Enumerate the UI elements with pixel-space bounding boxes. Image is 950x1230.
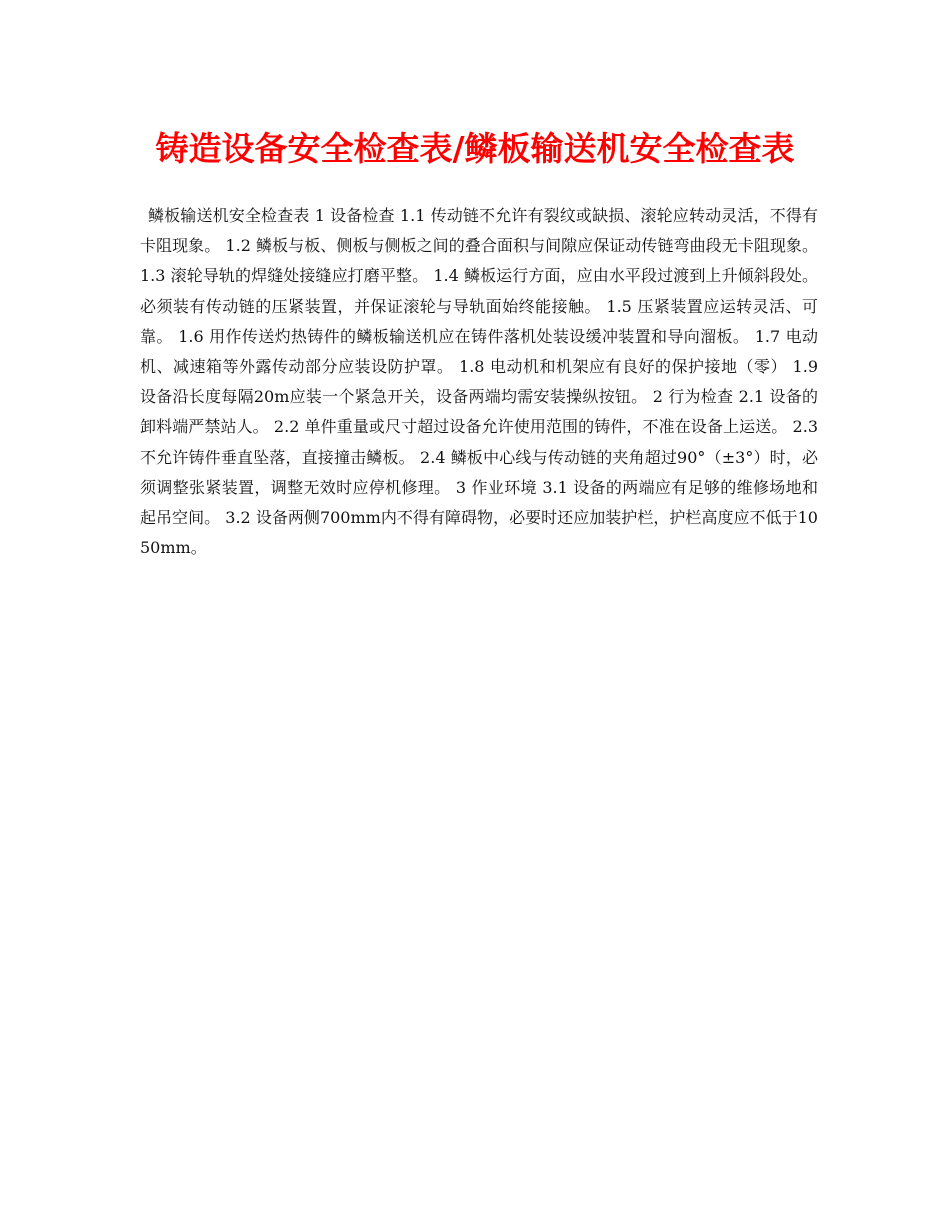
document-body-text: 鳞板输送机安全检查表 1 设备检查 1.1 传动链不允许有裂纹或缺损、滚轮应转动灵活，不得有卡阻现象。 1.2 鳞板与板、侧板与侧板之间的叠合面积与间隙应保证动传链弯曲段无卡阻现象。 1.3 滚轮导轨的焊缝处接缝应打磨平整。 1.4 鳞板运行方面，应由水平段过渡到上升倾斜段处。必须装有传动链的压紧装置，并保证滚轮与导轨面始终能接触。 1.5 压紧装置应运转灵活、可靠。 1.6 用作传送灼热铸件的鳞板输送机应在铸件落机处装设缓冲装置和导向溜板。 1.7 电动机、减速箱等外露传动部分应装设防护罩。 1.8 电动机和机架应有良好的保护接地（零） 1.9 设备沿长度每隔20m应装一个紧急开关，设备两端均需安装操纵按钮。 2 行为检查 2.1 设备的卸料端严禁站人。 2.2 单件重量或尺寸超过设备允许使用范围的铸件，不准在设备上运送。 2.3 不允许铸件垂直坠落，直接撞击鳞板。 2.4 鳞板中心线与传动链的夹角超过90°（±3°）时，必须调整张紧装置，调整无效时应停机修理。 3 作业环境 3.1 设备的两端应有足够的维修场地和起吊空间。 3.2 设备两侧700mm内不得有障碍物，必要时还应加装护栏，护栏高度应不低于1050mm。 [140,206,818,558]
document-title: 铸造设备安全检查表/鳞板输送机安全检查表 [155,129,795,168]
